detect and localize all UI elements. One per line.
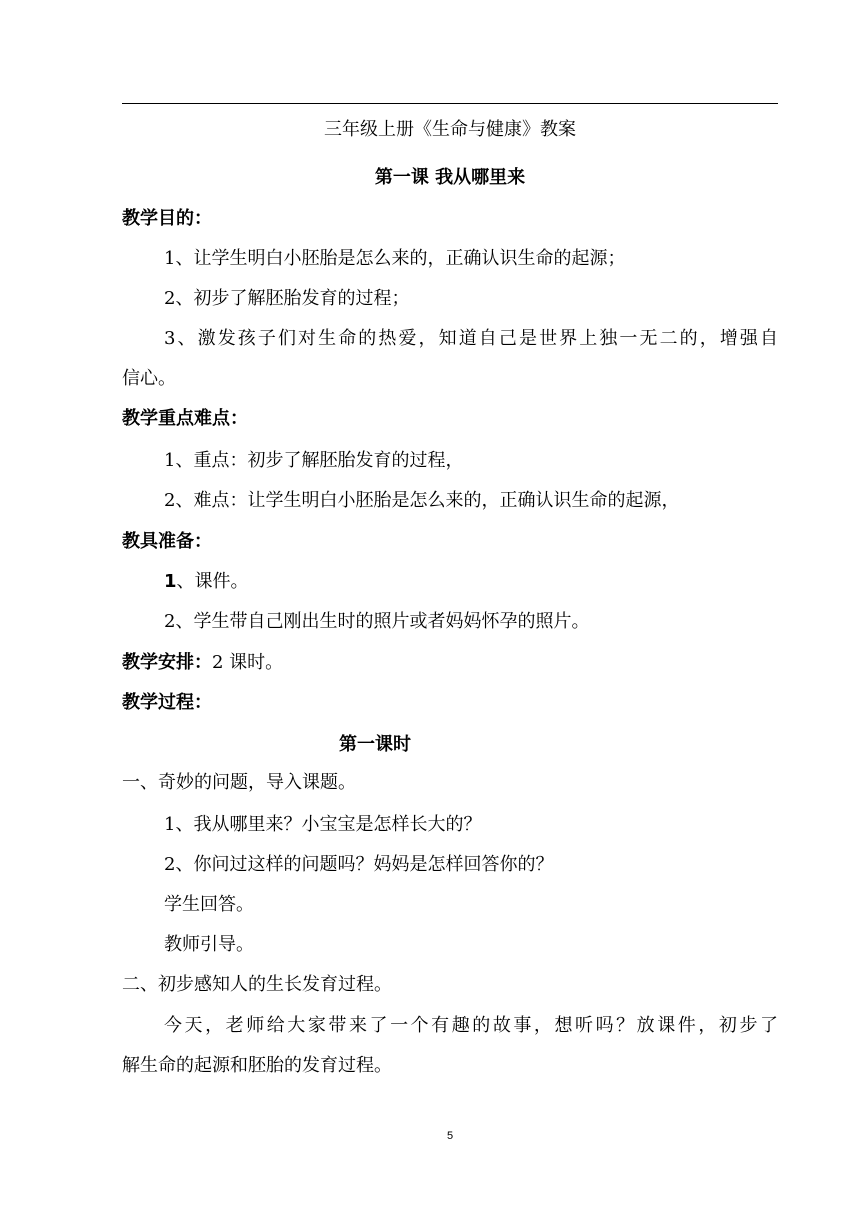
objective-item-1: 1、让学生明白小胚胎是怎么来的，正确认识生命的起源； [164,248,626,269]
key-point-item-1: 1、重点：初步了解胚胎发育的过程， [164,450,464,471]
section-2-paragraph-line-1: 今天，老师给大家带来了一个有趣的故事，想听吗？放课件，初步了 [164,1015,778,1036]
schedule-heading: 教学安排： [122,652,212,673]
objective-item-3-continued: 信心。 [122,368,176,389]
schedule-line [122,651,778,675]
key-point-item-2: 2、难点：让学生明白小胚胎是怎么来的，正确认识生命的起源， [164,490,680,511]
objective-item-3: 3、激发孩子们对生命的热爱，知道自己是世界上独一无二的，增强自 [164,328,778,349]
section-2-paragraph-line-2: 解生命的起源和胚胎的发育过程。 [122,1055,392,1076]
process-heading: 教学过程： [122,692,212,713]
section-1-item-4: 教师引导。 [164,934,254,955]
material-item-2: 2、学生带自己刚出生时的照片或者妈妈怀孕的照片。 [164,611,590,632]
section-1-item-3: 学生回答。 [164,894,254,915]
objective-item-2: 2、初步了解胚胎发育的过程； [164,288,410,309]
materials-heading: 教具准备： [122,531,212,552]
document-title: 三年级上册《生命与健康》教案 [324,119,576,140]
section-1-item-2: 2、你问过这样的问题吗？妈妈是怎样回答你的？ [164,854,554,875]
period-title: 第一课时 [339,734,411,755]
section-1-title: 一、奇妙的问题，导入课题。 [122,772,356,793]
objectives-heading: 教学目的： [122,208,212,229]
material-item-1-number: 1 [164,571,177,592]
material-item-1 [164,570,778,594]
section-1-item-1: 1、我从哪里来？小宝宝是怎样长大的？ [164,814,482,835]
schedule-text: 2 课时。 [212,652,284,673]
page-number: 5 [446,1130,454,1142]
header-rule [122,103,778,104]
key-points-heading: 教学重点难点： [122,408,248,429]
lesson-title: 第一课 我从哪里来 [374,167,526,188]
material-item-1-text: 、课件。 [176,571,249,592]
section-2-title: 二、初步感知人的生长发育过程。 [122,974,392,995]
